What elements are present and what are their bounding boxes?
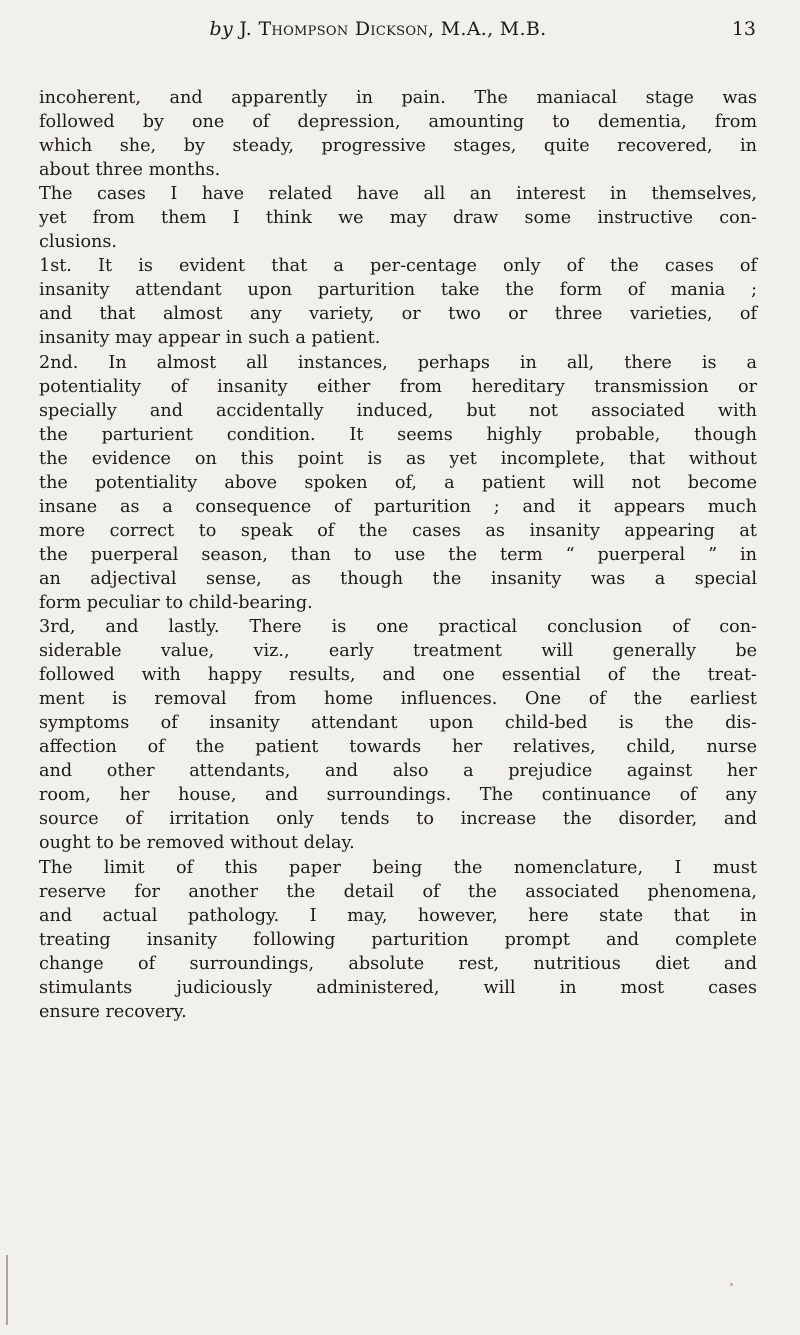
page-number: 13 [731,18,756,40]
text-line: insanity attendant upon parturition take the form of mania ; [39,280,757,301]
text-line: siderable value, viz., early treatment will generally be [39,641,757,662]
running-head-title [40,12,716,46]
text-line: ment is removal from home influences. One of the earliest [39,689,757,710]
text-line: specially and accidentally induced, but not associated with [39,400,757,421]
text-line: change of surroundings, absolute rest, nutritious diet and [39,953,757,974]
text-line: 1st. It is evident that a per-centage only of the cases of [39,256,757,277]
text-line: ought to be removed without delay. [39,833,355,854]
text-line: symptoms of insanity attendant upon child-bed is the dis- [39,713,757,734]
text-line: an adjectival sense, as though the insanity was a special [39,568,757,589]
text-line: The cases I have related have all an interest in themselves, [39,184,757,205]
text-line: affection of the patient towards her relatives, child, nurse [39,737,757,758]
scan-margin-mark [6,1255,8,1325]
text-line: form peculiar to child-bearing. [39,592,313,613]
text-line: the evidence on this point is as yet incomplete, that without [39,448,757,469]
text-line: source of irritation only tends to increase the disorder, and [39,809,757,830]
text-line: and actual pathology. I may, however, here state that in [39,905,757,926]
text-line: stimulants judiciously administered, will in most cases [39,977,757,998]
text-line: which she, by steady, progressive stages, quite recovered, in [39,136,757,157]
text-line: the puerperal season, than to use the term “ puerperal ” in [39,544,757,565]
text-line: insane as a consequence of parturition ; and it appears much [39,496,757,517]
text-line: 2nd. In almost all instances, perhaps in all, there is a [39,352,757,373]
text-line: insanity may appear in such a patient. [39,328,381,349]
text-line: room, her house, and surroundings. The continuance of any [39,785,757,806]
text-line: more correct to speak of the cases as insanity appearing at [39,520,757,541]
text-line: and other attendants, and also a prejudice against her [39,761,757,782]
text-line: reserve for another the detail of the associated phenomena, [39,881,757,902]
text-line: 3rd, and lastly. There is one practical conclusion of con- [39,617,757,638]
running-head [40,12,756,46]
text-line: incoherent, and apparently in pain. The maniacal stage was [39,88,757,108]
text-line: potentiality of insanity either from hereditary transmission or [39,376,757,397]
body-text [39,86,757,1024]
text-line: followed by one of depression, amounting to dementia, from [39,112,757,133]
text-line: clusions. [39,232,118,253]
text-line: followed with happy results, and one essential of the treat- [39,665,757,686]
text-line: the parturient condition. It seems highly probable, though [39,424,757,445]
text-line: about three months. [39,160,221,181]
text-line: ensure recovery. [39,1001,187,1022]
text-line: yet from them I think we may draw some instructive con- [39,208,757,229]
text-line: The limit of this paper being the nomenclature, I must [39,857,757,878]
text-line: and that almost any variety, or two or three varieties, of [39,304,757,325]
text-line: treating insanity following parturition prompt and complete [39,929,757,950]
running-head-author: J. Thompson Dickson, M.A., M.B. [239,18,547,40]
scan-speck [730,1283,733,1286]
text-line: the potentiality above spoken of, a patient will not become [39,472,757,493]
running-head-by: by [209,18,234,40]
